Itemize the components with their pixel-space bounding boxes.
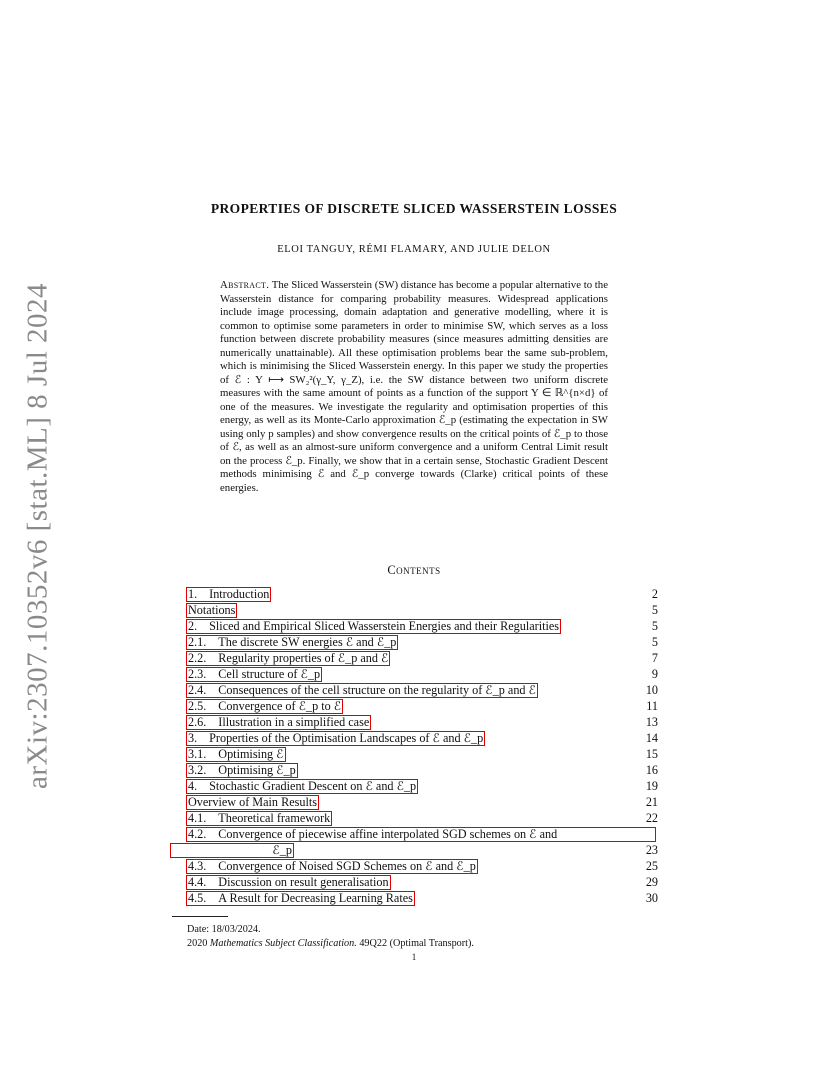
toc-title: Convergence of ℰ_p to ℰ — [218, 699, 342, 713]
toc-page: 14 — [645, 731, 658, 745]
toc-link-section-2-5[interactable] — [186, 699, 343, 714]
toc-title: Sliced and Empirical Sliced Wasserstein Energies and their Regularities — [209, 619, 560, 633]
toc-title: Introduction — [209, 587, 270, 601]
toc-page: 5 — [651, 635, 658, 649]
toc-entry — [186, 634, 658, 650]
toc-number: 3.2. — [188, 763, 207, 777]
toc-entry — [186, 794, 658, 810]
toc-number: 4.3. — [188, 859, 207, 873]
toc-number: 2.5. — [188, 699, 207, 713]
toc-page: 9 — [651, 667, 658, 681]
toc-entry — [186, 650, 658, 666]
toc-title: Cell structure of ℰ_p — [218, 667, 321, 681]
toc-title: Regularity properties of ℰ_p and ℰ — [218, 651, 389, 665]
toc-link-notations[interactable] — [186, 603, 237, 618]
toc-page: 7 — [651, 651, 658, 665]
toc-link-section-3[interactable] — [186, 731, 485, 746]
toc-link-section-4-1[interactable] — [186, 811, 332, 826]
msc-year: 2020 — [187, 938, 208, 949]
toc-entry — [186, 602, 658, 618]
toc-entry — [186, 714, 658, 730]
toc-number: 4.4. — [188, 875, 207, 889]
toc-title: Properties of the Optimisation Landscapes of ℰ and ℰ_p — [209, 731, 484, 745]
paper-authors: ELOI TANGUY, RÉMI FLAMARY, AND JULIE DELON — [277, 244, 551, 255]
toc-entry-continuation — [186, 842, 658, 858]
toc-link-section-3-1[interactable] — [186, 747, 286, 762]
toc-page: 19 — [645, 779, 658, 793]
toc-page: 2 — [651, 587, 658, 601]
toc-page: 11 — [646, 699, 658, 713]
toc-title: Optimising ℰ_p — [218, 763, 296, 777]
abstract-text: The Sliced Wasserstein (SW) distance has become a popular alternative to the Wasserstein distance for comparing probability measures. Widespread applications include image processing, domain adaptation and generative modelling, where it is common to optimise some parameters in order to minimise SW, which serves as a loss function between discrete probability measures (since measures admitting densities are numerically unattainable). All these optimisation problems bear the same sub-problem, which is minimising the Sliced Wasserstein energy. In this paper we study the properties of ℰ : Y ⟼ SW₂²(γ_Y, γ_Z), i.e. the SW distance between two uniform discrete measures with the same amount of points as a function of the support Y ∈ ℝ^{n×d} of one of the measures. We investigate the regularity and optimisation properties of this energy, as well as its Monte-Carlo approximation ℰ_p (estimating the expectation in SW using only p samples) and show convergence results on the critical points of ℰ_p to those of ℰ, as well as an almost-sure uniform convergence and a uniform Central Limit result on the process ℰ_p. Finally, we show that in a certain sense, Stochastic Gradient Descent methods minimising ℰ and ℰ_p converge towards (Clarke) critical points of these energies. — [220, 279, 608, 494]
arxiv-side-stamp: arXiv:2307.10352v6 [stat.ML] 8 Jul 2024 — [21, 282, 54, 790]
toc-number: 3.1. — [188, 747, 207, 761]
toc-link-section-2[interactable] — [186, 619, 561, 634]
toc-entry — [186, 682, 658, 698]
toc-entry — [186, 666, 658, 682]
toc-link-introduction[interactable] — [186, 587, 271, 602]
toc-entry — [186, 890, 658, 906]
date-footnote: Date: 18/03/2024. — [187, 924, 261, 935]
toc-entry — [186, 618, 658, 634]
toc-title: Discussion on result generalisation — [218, 875, 389, 889]
toc-number: 2.4. — [188, 683, 207, 697]
toc-page: 5 — [651, 619, 658, 633]
toc-link-section-2-4[interactable] — [186, 683, 538, 698]
toc-link-section-2-2[interactable] — [186, 651, 390, 666]
toc-entry — [186, 586, 658, 602]
toc-number: 4.5. — [188, 891, 207, 905]
toc-number: 4. — [188, 779, 198, 793]
toc-number: 2.2. — [188, 651, 207, 665]
toc-title: Stochastic Gradient Descent on ℰ and ℰ_p — [209, 779, 417, 793]
toc-number: 2.6. — [188, 715, 207, 729]
footnotes — [187, 923, 657, 951]
toc-title: Theoretical framework — [218, 811, 331, 825]
toc-title: Overview of Main Results — [188, 795, 317, 809]
toc-page: 29 — [645, 875, 658, 889]
toc-link-section-2-3[interactable] — [186, 667, 322, 682]
table-of-contents — [186, 586, 658, 906]
page-number: 1 — [411, 952, 417, 962]
toc-link-section-4-4[interactable] — [186, 875, 391, 890]
toc-entry — [186, 858, 658, 874]
toc-page: 5 — [651, 603, 658, 617]
toc-entry — [186, 730, 658, 746]
toc-link-section-4-2-continued[interactable] — [170, 843, 294, 858]
toc-entry — [186, 762, 658, 778]
msc-value: 49Q22 (Optimal Transport). — [359, 938, 474, 949]
toc-number: 2.1. — [188, 635, 207, 649]
msc-footnote — [187, 937, 657, 951]
toc-entry — [186, 778, 658, 794]
toc-title: Illustration in a simplified case — [218, 715, 370, 729]
toc-title: ℰ_p — [272, 843, 292, 857]
toc-entry — [186, 810, 658, 826]
toc-title: Notations — [188, 603, 236, 617]
toc-page: 13 — [645, 715, 658, 729]
toc-link-section-4-5[interactable] — [186, 891, 415, 906]
toc-entry — [186, 746, 658, 762]
toc-page: 21 — [645, 795, 658, 809]
toc-link-section-4[interactable] — [186, 779, 418, 794]
toc-entry — [186, 874, 658, 890]
toc-link-section-2-1[interactable] — [186, 635, 398, 650]
toc-number: 3. — [188, 731, 198, 745]
contents-heading: Contents — [387, 563, 441, 577]
paper-title: PROPERTIES OF DISCRETE SLICED WASSERSTEIN LOSSES — [210, 201, 618, 216]
toc-page: 16 — [645, 763, 658, 777]
msc-label: Mathematics Subject Classification. — [209, 938, 357, 949]
abstract — [220, 279, 608, 495]
toc-page: 10 — [645, 683, 658, 697]
toc-title: Convergence of piecewise affine interpolated SGD schemes on ℰ and — [218, 827, 558, 841]
abstract-label: Abstract. — [220, 279, 270, 291]
toc-number: 1. — [188, 587, 198, 601]
toc-title: The discrete SW energies ℰ and ℰ_p — [218, 635, 397, 649]
toc-number: 2. — [188, 619, 198, 633]
toc-title: Optimising ℰ — [218, 747, 284, 761]
footnote-rule — [172, 916, 228, 917]
toc-link-section-3-2[interactable] — [186, 763, 298, 778]
toc-title: A Result for Decreasing Learning Rates — [218, 891, 413, 905]
toc-page: 30 — [645, 891, 658, 905]
toc-number: 4.1. — [188, 811, 207, 825]
toc-page: 22 — [645, 811, 658, 825]
toc-link-section-4-2[interactable] — [186, 827, 656, 842]
toc-number: 4.2. — [188, 827, 207, 841]
toc-entry — [186, 826, 658, 842]
toc-number: 2.3. — [188, 667, 207, 681]
toc-page: 23 — [645, 843, 658, 857]
toc-title: Consequences of the cell structure on the regularity of ℰ_p and ℰ — [218, 683, 536, 697]
toc-page: 15 — [645, 747, 658, 761]
toc-link-section-4-3[interactable] — [186, 859, 478, 874]
toc-title: Convergence of Noised SGD Schemes on ℰ and ℰ_p — [218, 859, 476, 873]
toc-link-overview[interactable] — [186, 795, 319, 810]
toc-link-section-2-6[interactable] — [186, 715, 371, 730]
toc-entry — [186, 698, 658, 714]
toc-page: 25 — [645, 859, 658, 873]
